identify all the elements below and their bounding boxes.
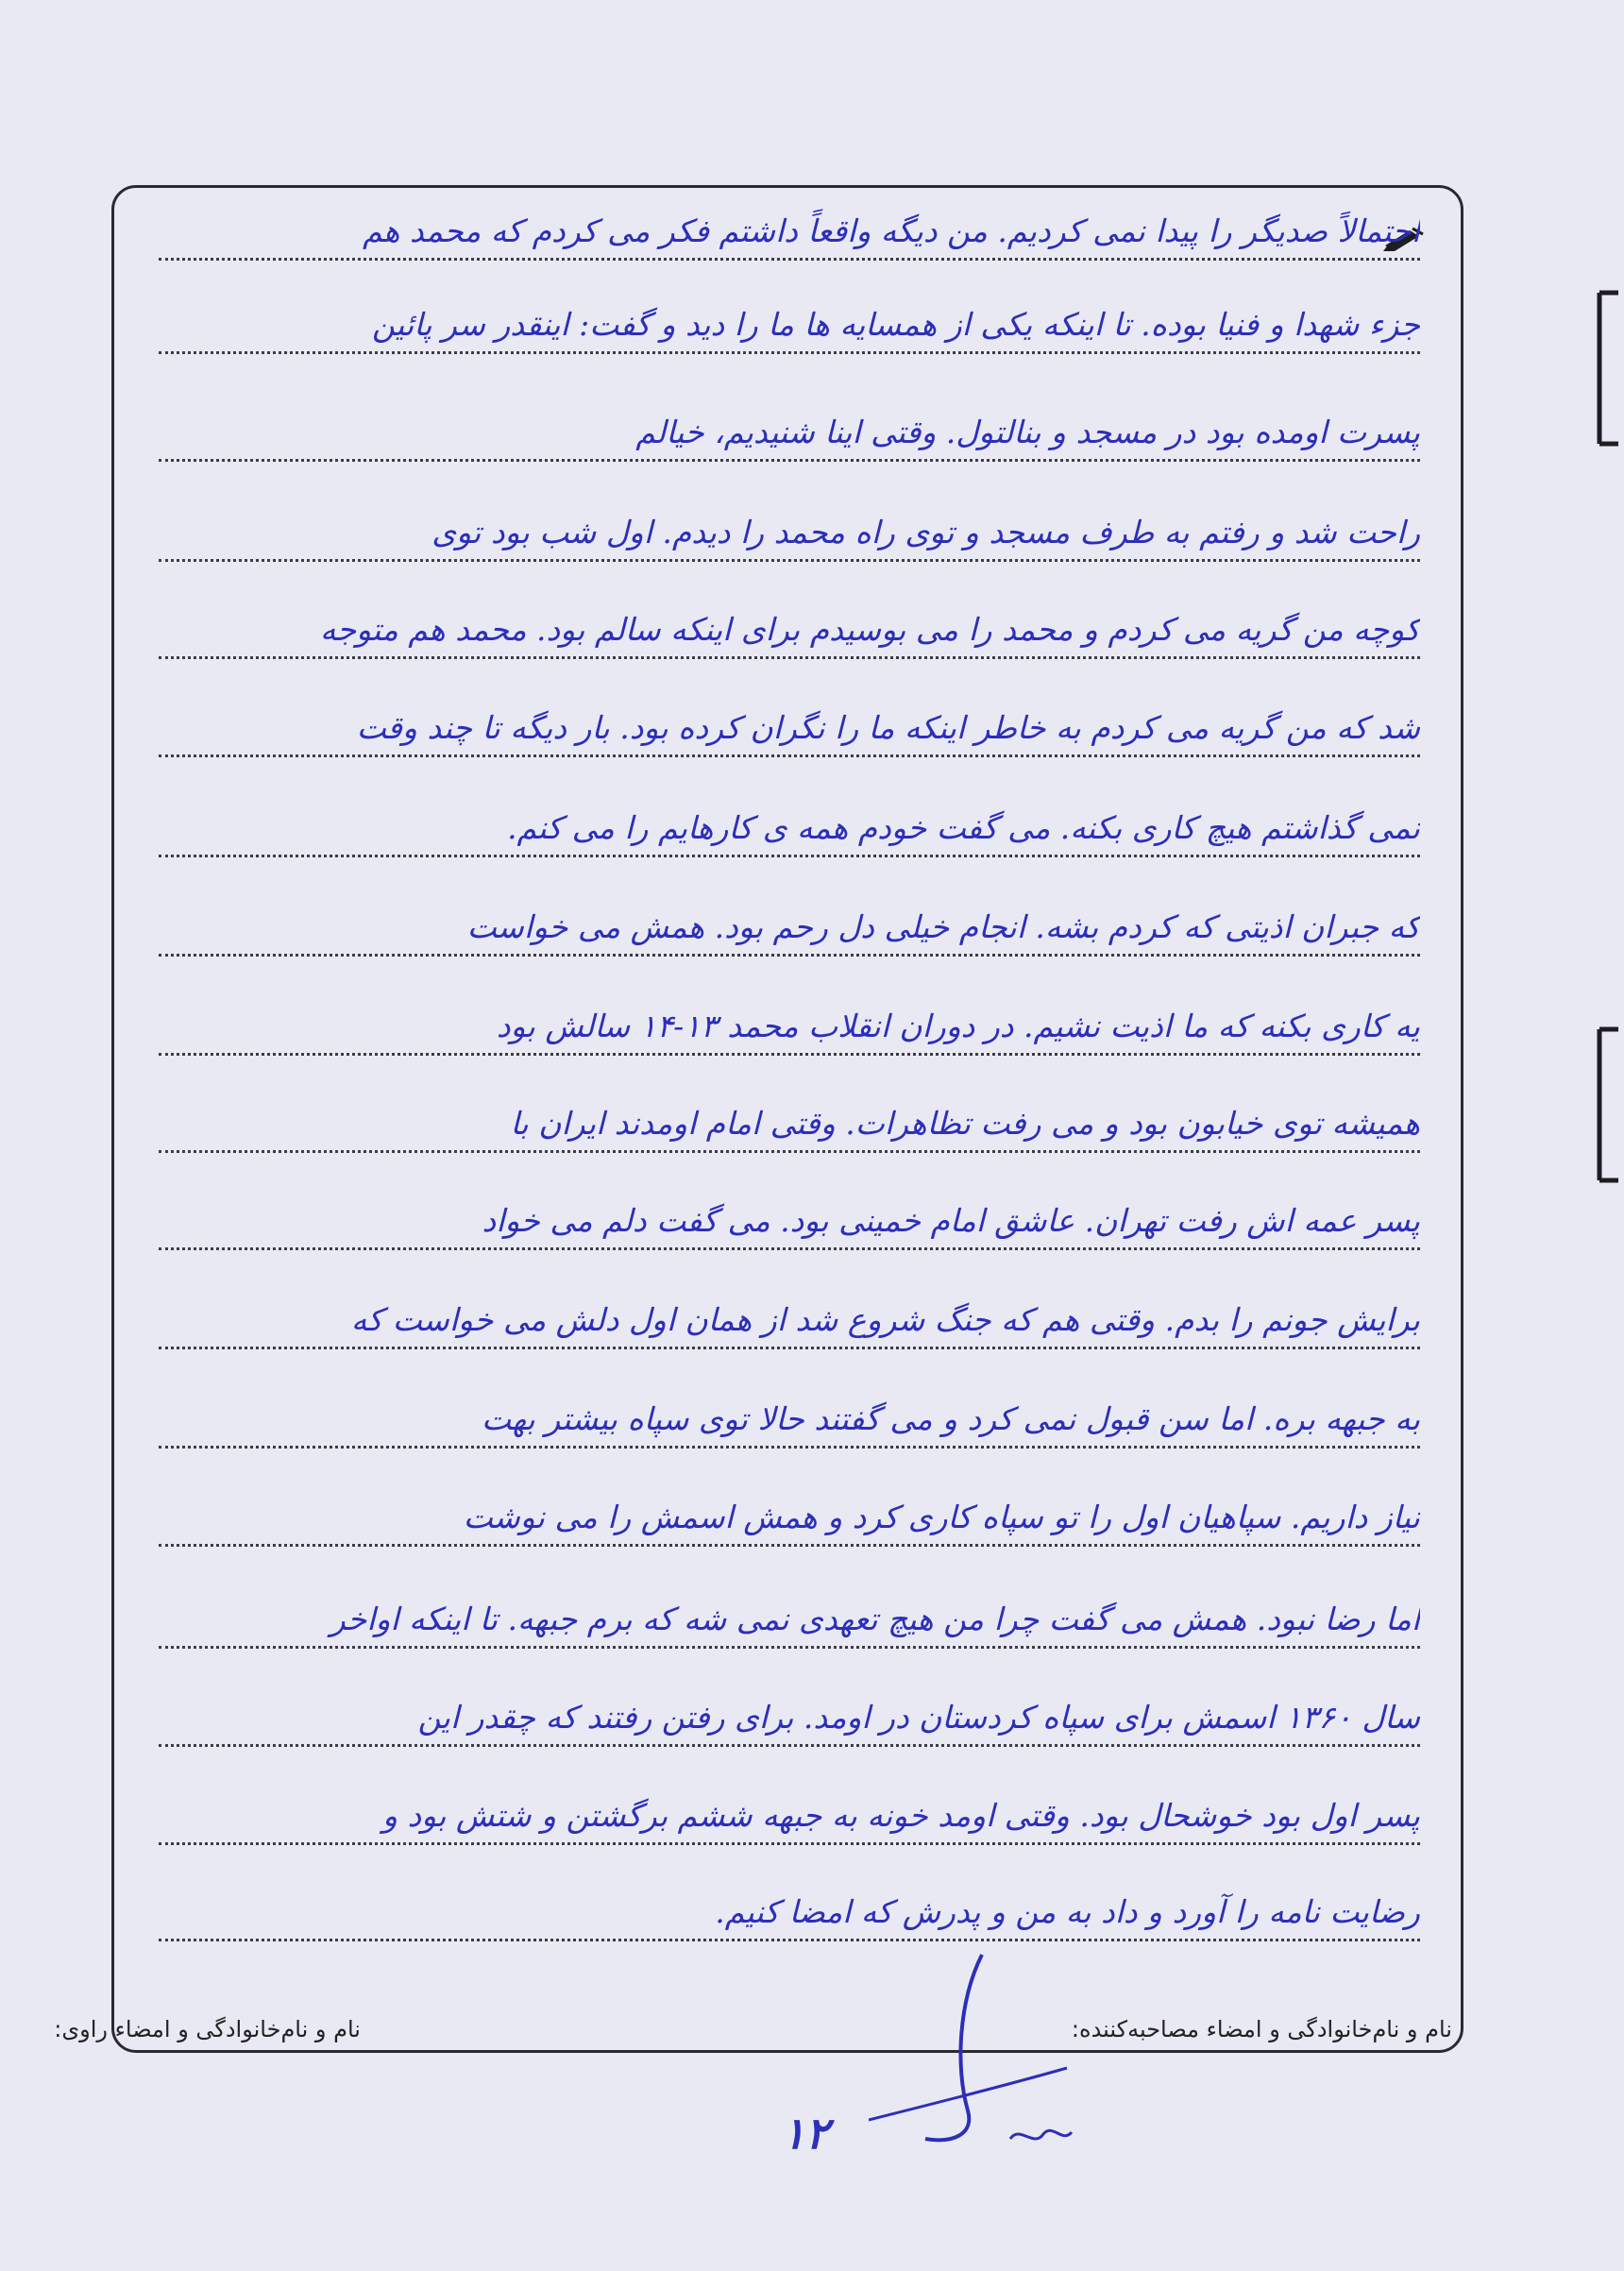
interviewer-signature-label: نام و نام‌خانوادگی و امضاء مصاحبه‌کننده:	[1071, 2016, 1452, 2042]
text-line: احتمالاً صدیگر را پیدا نمی کردیم. من دیگه واقعاً داشتم فکر می کردم که محمد هم	[159, 208, 1420, 261]
text-line: همیشه توی خیابون بود و می رفت تظاهرات. وقتی امام اومدند ایران با	[159, 1100, 1420, 1153]
text-line: به جبهه بره. اما سن قبول نمی کرد و می گفتند حالا توی سپاه بیشتر بهت	[159, 1396, 1420, 1449]
text-line: جزء شهدا و فنیا بوده. تا اینکه یکی از همسایه ها ما را دید و گفت: اینقدر سر پائین	[159, 301, 1420, 354]
text-line: یه کاری بکنه که ما اذیت نشیم. در دوران انقلاب محمد ۱۳-۱۴ سالش بود	[159, 1003, 1420, 1056]
text-line: پسرت اومده بود در مسجد و بنالتول. وقتی اینا شنیدیم، خیالم	[159, 409, 1420, 462]
text-line: که جبران اذیتی که کردم بشه. انجام خیلی دل رحم بود. همش می خواست	[159, 904, 1420, 957]
text-line: راحت شد و رفتم به طرف مسجد و توی راه محمد را دیدم. اول شب بود توی	[159, 509, 1420, 562]
interviewer-signature	[869, 1945, 1076, 2172]
text-line: برایش جونم را بدم. وقتی هم که جنگ شروع شد از همان اول دلش می خواست که	[159, 1297, 1420, 1349]
text-line: پسر عمه اش رفت تهران. عاشق امام خمینی بود. می گفت دلم می خواد	[159, 1197, 1420, 1250]
text-line: رضایت نامه را آورد و داد به من و پدرش که امضا کنیم.	[159, 1889, 1420, 1941]
text-line: نیاز داریم. سپاهیان اول را تو سپاه کاری کرد و همش اسمش را می نوشت	[159, 1494, 1420, 1547]
text-line: کوچه من گریه می کردم و محمد را می بوسیدم برای اینکه سالم بود. محمد هم متوجه	[159, 606, 1420, 659]
narrator-signature-label: نام و نام‌خانوادگی و امضاء راوی:	[54, 2016, 361, 2042]
margin-mark	[1592, 1020, 1624, 1190]
page-number: ۱۲	[782, 2108, 829, 2159]
text-line: نمی گذاشتم هیچ کاری بکنه. می گفت خودم همه ی کارهایم را می کنم.	[159, 805, 1420, 857]
text-line: پسر اول بود خوشحال بود. وقتی اومد خونه به جبهه ششم برگشتن و شتش بود و	[159, 1792, 1420, 1845]
margin-mark	[1592, 283, 1624, 453]
text-line: شد که من گریه می کردم به خاطر اینکه ما را نگران کرده بود. بار دیگه تا چند وقت	[159, 704, 1420, 757]
text-line: اما رضا نبود. همش می گفت چرا من هیچ تعهدی نمی شه که برم جبهه. تا اینکه اواخر	[159, 1596, 1420, 1649]
text-line: سال ۱۳۶۰ اسمش برای سپاه کردستان در اومد. برای رفتن رفتند که چقدر این	[159, 1694, 1420, 1747]
